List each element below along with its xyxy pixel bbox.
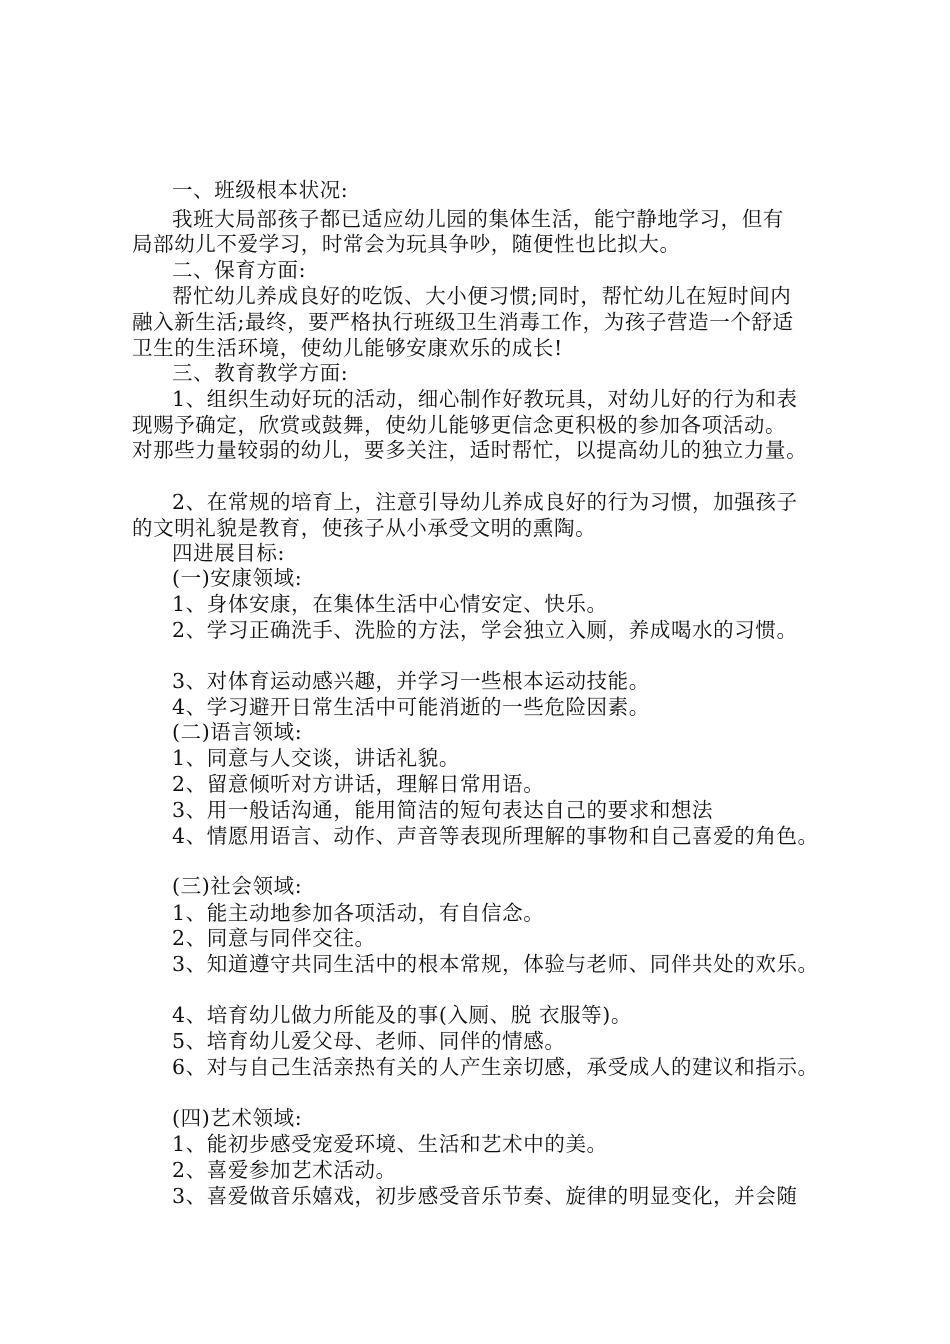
list-item: 3、知道遵守共同生活中的根本常规，体验与老师、同伴共处的欢乐。 <box>172 952 819 976</box>
paragraph-line: 现赐予确定，欣赏或鼓舞，使幼儿能够更信念更积极的参加各项活动。 <box>132 413 787 437</box>
list-item: 4、情愿用语言、动作、声音等表现所理解的事物和自己喜爱的角色。 <box>172 824 819 848</box>
list-item: 4、培育幼儿做力所能及的事(入厕、脱 衣服等)。 <box>172 1003 632 1027</box>
subheading-language: (二)语言领域: <box>172 720 303 744</box>
heading-care: 二、保育方面: <box>172 258 307 282</box>
paragraph-line: 卫生的生活环境，使幼儿能够安康欢乐的成长! <box>132 336 563 360</box>
heading-class-status: 一、班级根本状况: <box>172 178 349 202</box>
paragraph-line: 的文明礼貌是教育，使孩子从小承受文明的熏陶。 <box>132 516 597 540</box>
list-item: 3、用一般话沟通，能用简洁的短句表达自己的要求和想法 <box>172 798 714 822</box>
list-item: 2、同意与同伴交往。 <box>172 926 376 950</box>
list-item: 1、能初步感受宠爱环境、生活和艺术中的美。 <box>172 1132 608 1156</box>
heading-goals: 四进展目标: <box>172 541 286 565</box>
subheading-social: (三)社会领域: <box>172 874 303 898</box>
paragraph-line: 融入新生活;最终，要严格执行班级卫生消毒工作，为孩子营造一个舒适 <box>132 310 794 334</box>
paragraph-line: 帮忙幼儿养成良好的吃饭、大小便习惯;同时，帮忙幼儿在短时间内 <box>172 284 792 308</box>
list-item: 2、留意倾听对方讲话，理解日常用语。 <box>172 772 545 796</box>
list-item: 2、学习正确洗手、洗脸的方法，学会独立入厕，养成喝水的习惯。 <box>172 618 798 642</box>
paragraph-line: 我班大局部孩子都已适应幼儿园的集体生活，能宁静地学习，但有 <box>172 207 784 231</box>
list-item: 1、身体安康，在集体生活中心情安定、快乐。 <box>172 592 608 616</box>
paragraph-line: 对那些力量较弱的幼儿，要多关注，适时帮忙，以提高幼儿的独立力量。 <box>132 438 808 462</box>
subheading-health: (一)安康领域: <box>172 566 303 590</box>
list-item: 3、对体育运动感兴趣，并学习一些根本运动技能。 <box>172 669 650 693</box>
subheading-art: (四)艺术领域: <box>172 1106 303 1130</box>
paragraph-line: 2、在常规的培育上，注意引导幼儿养成良好的行为习惯，加强孩子 <box>172 490 798 514</box>
paragraph-line: 1、组织生动好玩的活动，细心制作好教玩具，对幼儿好的行为和表 <box>172 387 798 411</box>
heading-teaching: 三、教育教学方面: <box>172 361 349 385</box>
list-item: 2、喜爱参加艺术活动。 <box>172 1158 397 1182</box>
list-item: 5、培育幼儿爱父母、老师、同伴的情感。 <box>172 1029 566 1053</box>
list-item: 1、能主动地参加各项活动，有自信念。 <box>172 901 545 925</box>
list-item: 6、对与自己生活亲热有关的人产生亲切感，承受成人的建议和指示。 <box>172 1055 819 1079</box>
paragraph-line: 局部幼儿不爱学习，时常会为玩具争吵，随便性也比拟大。 <box>132 232 681 256</box>
list-item: 3、喜爱做音乐嬉戏，初步感受音乐节奏、旋律的明显变化，并会随 <box>172 1184 798 1208</box>
list-item: 4、学习避开日常生活中可能消逝的一些危险因素。 <box>172 695 650 719</box>
list-item: 1、同意与人交谈，讲话礼貌。 <box>172 746 460 770</box>
